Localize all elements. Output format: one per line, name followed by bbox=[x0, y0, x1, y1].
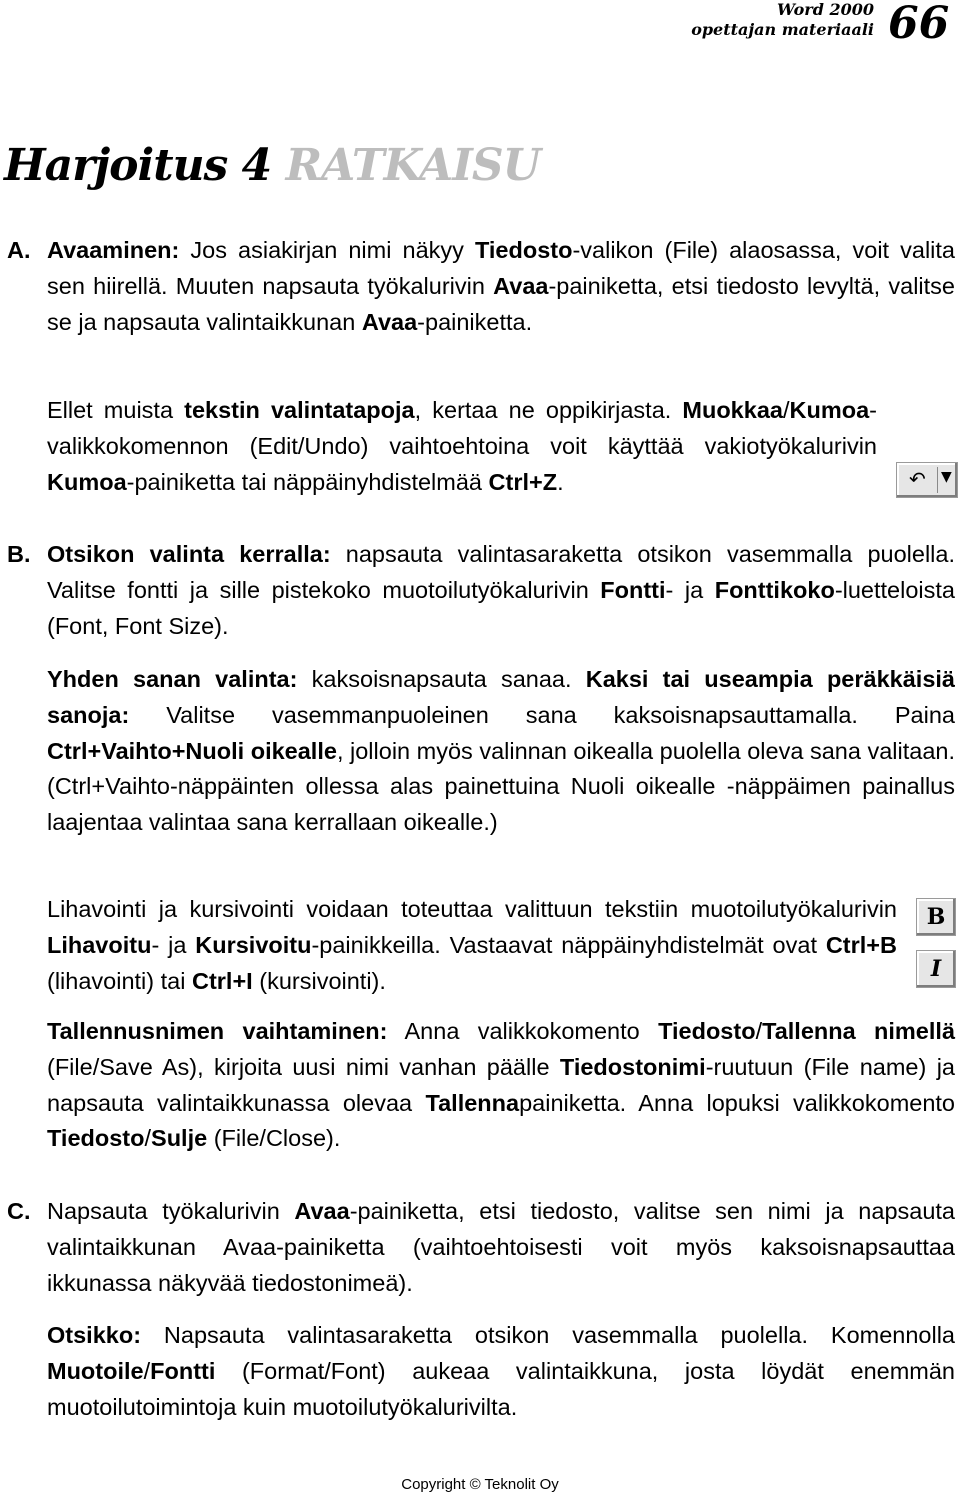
text-run: -valikkokomennon (Edit/Undo) vaihtoehtoina voit käyttää vakiotyökalurivin bbox=[47, 397, 877, 459]
text-run: Ellet muista bbox=[47, 397, 185, 423]
paragraph-text bbox=[47, 537, 955, 644]
paragraph-text bbox=[47, 233, 955, 340]
bold-text-run: Kursivoitu bbox=[195, 931, 312, 958]
bold-text-run: Otsikon valinta kerralla: bbox=[47, 541, 331, 567]
text-run: -ruutuun (File name) ja napsauta valintaikkunassa olevaa bbox=[47, 1053, 955, 1116]
undo-toolbar-button[interactable] bbox=[896, 462, 958, 498]
bold-text-run: Fonttikoko bbox=[714, 576, 835, 603]
bold-text-run: Tiedosto bbox=[47, 1125, 145, 1152]
text-run: / bbox=[782, 397, 790, 423]
section-b-paragraph-3 bbox=[47, 892, 897, 999]
bold-text-run: Ctrl+Vaihto+Nuoli oikealle bbox=[47, 737, 337, 764]
bold-text-run: Yhden sanan valinta: bbox=[47, 666, 298, 692]
paragraph-text bbox=[47, 662, 955, 841]
paragraph-text bbox=[47, 1194, 955, 1301]
bold-text-run: Tallennusnimen vaihtaminen: bbox=[47, 1018, 388, 1044]
section-a-paragraph-1 bbox=[47, 233, 955, 340]
bold-text-run: Ctrl+I bbox=[191, 967, 253, 994]
text-run: (lihavointi) tai bbox=[47, 967, 192, 994]
text-run: -painiketta. bbox=[417, 308, 533, 335]
text-run: -painiketta tai näppäinyhdistelmää bbox=[126, 468, 489, 495]
section-c-paragraph-1 bbox=[47, 1194, 955, 1301]
page-number: 66 bbox=[888, 0, 950, 49]
bold-text-run: Fontti bbox=[150, 1357, 216, 1384]
bold-text-run: tekstin valintatapoja bbox=[184, 397, 415, 423]
section-letter-a: A. bbox=[7, 237, 31, 263]
text-run: kaksoisnapsauta sanaa. bbox=[297, 666, 586, 692]
bold-text-run: Kumoa bbox=[47, 468, 127, 495]
bold-text-run: Lihavoitu bbox=[47, 931, 152, 958]
bold-text-run: Otsikko: bbox=[47, 1322, 142, 1348]
paragraph-text bbox=[47, 1014, 955, 1157]
header-line-2: opettajan materiaali bbox=[691, 20, 874, 39]
italic-icon: I bbox=[930, 956, 942, 982]
text-run: Lihavointi ja kursivointi voidaan toteuttaa valittuun tekstiin muotoilutyökalurivin bbox=[47, 896, 897, 922]
bold-toolbar-button[interactable] bbox=[916, 898, 956, 936]
bold-text-run: Ctrl+Z bbox=[488, 468, 558, 495]
bold-text-run: Avaaminen: bbox=[47, 237, 180, 263]
title-main: Harjoitus 4 bbox=[4, 140, 272, 191]
text-run: Napsauta valintasaraketta otsikon vasemmalla puolella. Komennolla bbox=[141, 1322, 955, 1348]
title-suffix: RATKAISU bbox=[285, 140, 540, 191]
section-b-paragraph-4 bbox=[47, 1014, 955, 1157]
text-run: - ja bbox=[151, 931, 196, 958]
footer-copyright: Copyright © Teknolit Oy bbox=[401, 1476, 559, 1493]
bold-text-run: Tallenna bbox=[425, 1089, 520, 1116]
bold-text-run: Kumoa bbox=[789, 397, 870, 423]
bold-text-run: Kaksi tai useampia peräkkäisiä sanoja: bbox=[47, 666, 955, 728]
section-letter-c: C. bbox=[7, 1198, 31, 1224]
bold-text-run: Ctrl+B bbox=[825, 931, 897, 958]
text-run: - ja bbox=[665, 576, 715, 603]
section-letter-b: B. bbox=[7, 541, 31, 567]
text-run: (File/Save As), kirjoita uusi nimi vanhan päälle bbox=[47, 1053, 560, 1080]
text-run: -painiketta, etsi tiedosto levyltä, valitse se ja napsauta valintaikkunan bbox=[47, 272, 955, 335]
bold-text-run: Sulje bbox=[151, 1125, 208, 1152]
paragraph-text bbox=[47, 1318, 955, 1425]
text-run: -valikon (File) alaosassa, voit valita sen hiirellä. Muuten napsauta työkalurivin bbox=[47, 237, 955, 299]
bold-text-run: Tiedosto bbox=[658, 1018, 756, 1044]
bold-text-run: Tallenna nimellä bbox=[762, 1018, 956, 1044]
paragraph-text bbox=[47, 892, 897, 999]
text-run: Valitse vasemmanpuoleinen sana kaksoisnapsauttamalla. Paina bbox=[129, 701, 955, 728]
text-run: . bbox=[557, 468, 564, 495]
bold-text-run: Fontti bbox=[600, 576, 666, 603]
text-run: napsauta valintasaraketta otsikon vasemmalla puolella. Valitse fontti ja sille pistekoko muotoilutyökalurivin bbox=[47, 541, 955, 603]
text-run: -painikkeilla. Vastaavat näppäinyhdistelmät ovat bbox=[311, 931, 826, 958]
text-run: (Format/Font) aukeaa valintaikkuna, josta löydät enemmän muotoilutoimintoja kuin muotoilutyökalurivilta. bbox=[47, 1357, 955, 1420]
section-b-paragraph-1 bbox=[47, 537, 955, 644]
page-title bbox=[4, 140, 540, 192]
text-run: / bbox=[143, 1357, 151, 1384]
text-run: (File/Close). bbox=[207, 1125, 341, 1152]
dropdown-arrow-icon[interactable]: ▼ bbox=[941, 469, 952, 485]
text-run: , kertaa ne oppikirjasta. bbox=[414, 397, 683, 423]
bold-icon: B bbox=[926, 904, 946, 930]
button-separator bbox=[937, 467, 938, 493]
text-run: / bbox=[755, 1018, 763, 1044]
text-run: (kursivointi). bbox=[252, 967, 386, 994]
text-run: painiketta. Anna lopuksi valikkokomento bbox=[519, 1089, 956, 1116]
text-run: -luetteloista (Font, Font Size). bbox=[47, 576, 955, 639]
undo-icon: ↶ bbox=[909, 467, 926, 491]
italic-toolbar-button[interactable] bbox=[916, 950, 956, 988]
text-run: -painiketta, etsi tiedosto, valitse sen nimi ja napsauta valintaikkunan Avaa-painiketta (vaihtoehtoisesti voit myös kaksoisnapsauttaa ikkunassa näkyvää tiedostonimeä). bbox=[47, 1198, 955, 1296]
section-c-paragraph-2 bbox=[47, 1318, 955, 1425]
text-run: / bbox=[144, 1125, 152, 1152]
text-run: Napsauta työkalurivin bbox=[47, 1198, 295, 1224]
bold-text-run: Tiedosto bbox=[474, 237, 573, 263]
text-run: Anna valikkokomento bbox=[387, 1018, 659, 1044]
header-line-1: Word 2000 bbox=[776, 0, 874, 19]
bold-text-run: Tiedostonimi bbox=[559, 1053, 706, 1080]
text-run: Jos asiakirjan nimi näkyy bbox=[179, 237, 475, 263]
bold-text-run: Avaa bbox=[361, 308, 418, 335]
bold-text-run: Muotoile bbox=[47, 1357, 144, 1384]
bold-text-run: Avaa bbox=[294, 1198, 350, 1224]
section-a-paragraph-2 bbox=[47, 393, 877, 500]
bold-text-run: Muokkaa bbox=[682, 397, 783, 423]
bold-text-run: Avaa bbox=[493, 272, 549, 299]
section-b-paragraph-2 bbox=[47, 662, 955, 841]
text-run: , jolloin myös valinnan oikealla puolella oleva sana valitaan. (Ctrl+Vaihto-näppäinten ollessa alas painettuina Nuoli oikealle -näppäimen painallus laajentaa valintaa sana kerrallaan oikealle.) bbox=[47, 737, 955, 836]
paragraph-text bbox=[47, 393, 877, 500]
